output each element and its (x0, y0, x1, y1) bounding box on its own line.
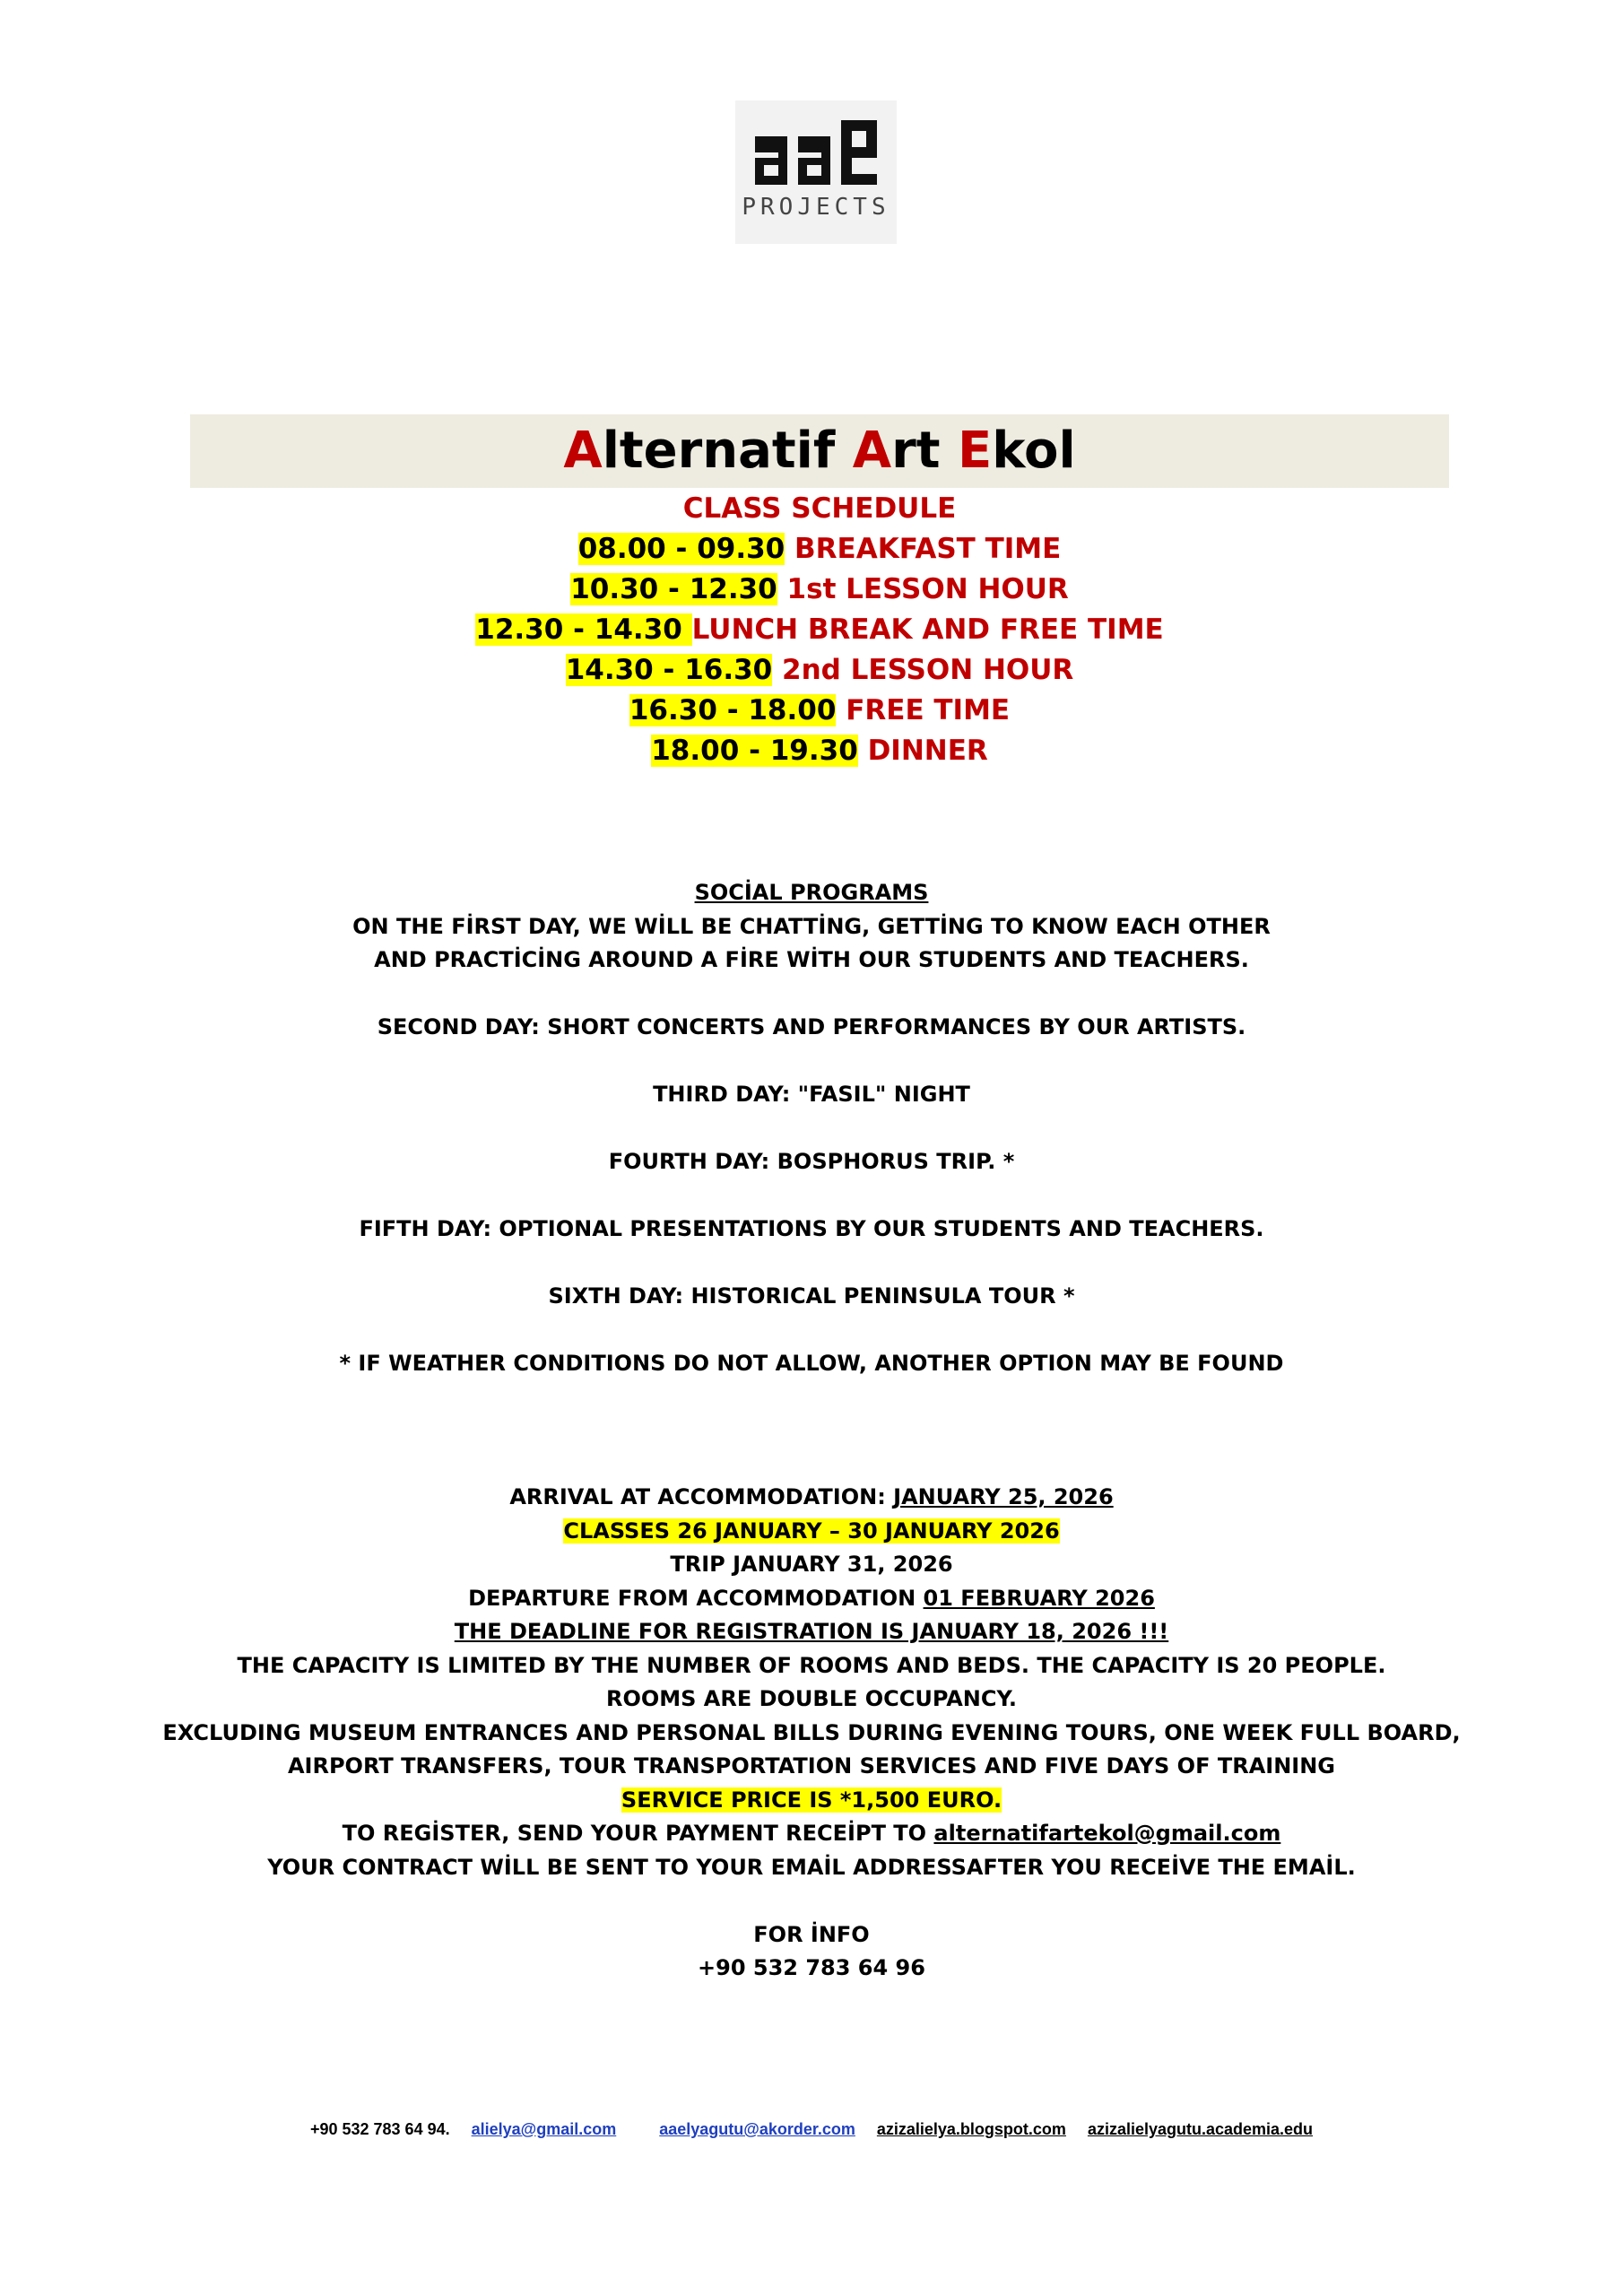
page-title (190, 414, 1449, 488)
register-label: TO REGİSTER, SEND YOUR PAYMENT RECEİPT TO (342, 1821, 934, 1846)
info-phone: +90 532 783 64 96 (698, 1955, 925, 1980)
social-day-5: FIFTH DAY: OPTIONAL PRESENTATIONS BY OUR STUDENTS AND TEACHERS. (359, 1216, 1264, 1241)
register-line (90, 1817, 1533, 1851)
social-heading: SOCİAL PROGRAMS (694, 880, 929, 905)
service-price: SERVICE PRICE IS *1,500 EURO. (621, 1787, 1002, 1813)
aae-projects-logo (735, 100, 897, 244)
title-initial: A (852, 422, 892, 480)
schedule-activity: 1st LESSON HOUR (777, 573, 1069, 605)
classes-dates: CLASSES 26 JANUARY – 30 JANUARY 2026 (563, 1518, 1060, 1544)
social-programs (90, 876, 1533, 1381)
registration-info (90, 1481, 1533, 1986)
class-schedule (190, 489, 1449, 771)
social-line: AND PRACTİCİNG AROUND A FİRE WİTH OUR STUDENTS AND TEACHERS. (374, 947, 1249, 972)
title-initial: A (563, 422, 603, 480)
footer-academia-link[interactable]: azizalielyagutu.academia.edu (1087, 2120, 1314, 2138)
departure-line (90, 1582, 1533, 1616)
schedule-activity: BREAKFAST TIME (785, 533, 1062, 565)
schedule-row (190, 570, 1449, 610)
aae-logo-mark (751, 117, 881, 188)
schedule-row (190, 650, 1449, 691)
arrival-line (90, 1481, 1533, 1515)
schedule-activity: 2nd LESSON HOUR (772, 654, 1074, 686)
title-banner (190, 414, 1449, 488)
title-initial: E (957, 422, 993, 480)
contract-line: YOUR CONTRACT WİLL BE SENT TO YOUR EMAİL ADDRESSAFTER YOU RECEİVE THE EMAİL. (267, 1854, 1356, 1880)
departure-label: DEPARTURE FROM ACCOMMODATION (468, 1585, 924, 1611)
schedule-time: 16.30 - 18.00 (629, 694, 837, 726)
footer-blog-link[interactable]: azizalielya.blogspot.com (876, 2120, 1066, 2138)
social-line: ON THE FİRST DAY, WE WİLL BE CHATTİNG, GETTİNG TO KNOW EACH OTHER (352, 913, 1271, 939)
schedule-heading: CLASS SCHEDULE (682, 492, 957, 525)
schedule-row (190, 731, 1449, 771)
schedule-activity: FREE TIME (836, 694, 1011, 726)
title-word: rt (891, 422, 958, 480)
excluding-line: AIRPORT TRANSFERS, TOUR TRANSPORTATION SERVICES AND FIVE DAYS OF TRAINING (287, 1753, 1335, 1779)
classes-line (90, 1515, 1533, 1549)
logo-text: PROJECTS (742, 194, 890, 221)
social-day-3: THIRD DAY: "FASIL" NIGHT (653, 1082, 970, 1107)
deadline-text: THE DEADLINE FOR REGISTRATION IS JANUARY 18, 2026 !!! (454, 1619, 1169, 1644)
schedule-row (190, 610, 1449, 650)
schedule-row (190, 691, 1449, 731)
schedule-time: 10.30 - 12.30 (570, 573, 777, 605)
schedule-time: 14.30 - 16.30 (565, 654, 773, 686)
rooms-line: ROOMS ARE DOUBLE OCCUPANCY. (605, 1686, 1018, 1711)
trip-line: TRIP JANUARY 31, 2026 (670, 1552, 953, 1577)
price-line (90, 1784, 1533, 1818)
deadline-line (90, 1615, 1533, 1649)
footer-email-link[interactable]: alielya@gmail.com (471, 2120, 617, 2138)
footer-email-link[interactable]: aaelyagutu@akorder.com (659, 2120, 855, 2138)
social-day-2: SECOND DAY: SHORT CONCERTS AND PERFORMANCES BY OUR ARTISTS. (377, 1014, 1246, 1039)
social-day-4: FOURTH DAY: BOSPHORUS TRIP. * (608, 1149, 1015, 1174)
footer (90, 2118, 1533, 2140)
schedule-time: 12.30 - 14.30 (475, 613, 692, 646)
schedule-row (190, 529, 1449, 570)
weather-note: * IF WEATHER CONDITIONS DO NOT ALLOW, ANOTHER OPTION MAY BE FOUND (339, 1351, 1284, 1376)
departure-date: 01 FEBRUARY 2026 (923, 1585, 1155, 1611)
footer-phone: +90 532 783 64 94. (309, 2120, 450, 2138)
schedule-activity: DINNER (857, 735, 988, 767)
social-day-6: SIXTH DAY: HISTORICAL PENINSULA TOUR * (548, 1283, 1075, 1309)
capacity-line: THE CAPACITY IS LIMITED BY THE NUMBER OF ROOMS AND BEDS. THE CAPACITY IS 20 PEOPLE. (237, 1652, 1386, 1678)
schedule-time: 08.00 - 09.30 (577, 533, 785, 565)
title-word: kol (992, 422, 1076, 480)
register-email-link[interactable]: alternatifartekol@gmail.com (933, 1821, 1281, 1846)
arrival-date: JANUARY 25, 2026 (893, 1484, 1114, 1509)
excluding-line: EXCLUDING MUSEUM ENTRANCES AND PERSONAL BILLS DURING EVENING TOURS, ONE WEEK FULL BOARD, (162, 1719, 1461, 1745)
schedule-activity: LUNCH BREAK AND FREE TIME (691, 613, 1164, 646)
arrival-label: ARRIVAL AT ACCOMMODATION: (509, 1484, 894, 1509)
schedule-time: 18.00 - 19.30 (651, 735, 858, 767)
for-info-label: FOR İNFO (753, 1921, 870, 1947)
title-word: lternatif (602, 422, 853, 480)
